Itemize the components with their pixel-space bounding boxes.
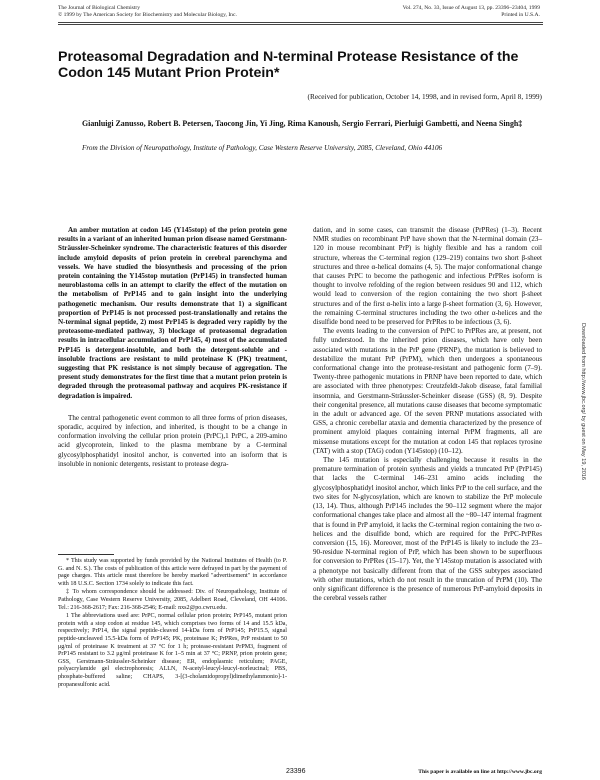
journal-name: The Journal of Biological Chemistry bbox=[58, 5, 141, 11]
footnote-rule bbox=[58, 554, 114, 555]
printed-line: Printed in U.S.A. bbox=[501, 12, 540, 18]
copyright-line: © 1999 by The American Society for Biochemistry and Molecular Biology, Inc. bbox=[58, 12, 237, 18]
article-title: Proteasomal Degradation and N-terminal Protease Resistance of the Codon 145 Mutant Prion Protein* bbox=[58, 49, 519, 81]
online-availability-note: This paper is available on line at http://www.jbc.org bbox=[418, 769, 542, 775]
header-rule-bottom bbox=[58, 24, 543, 25]
left-column bbox=[58, 226, 287, 469]
received-dates: (Received for publication, October 14, 1998, and in revised form, April 8, 1999) bbox=[307, 92, 542, 101]
intro-paragraph: The central pathogenetic event common to all three forms of prion diseases, sporadic, acquired by infection, and inherited, is thought to be a change in conformation involving the cellular prion protein (PrPC),1 PrPC, a 209-amino acid glycoprotein, linked to the plasma membrane by a C-terminal glycosylphosphatidyl inositol anchor, is converted into an isoform that is insoluble in nonionic detergents, resistant to protease degra- bbox=[58, 413, 287, 468]
footnotes bbox=[58, 558, 287, 690]
affiliation: From the Division of Neuropathology, Institute of Pathology, Case Western Reserve University, 2085, Cleveland, Ohio 44106 bbox=[82, 144, 443, 152]
journal-header-left bbox=[58, 5, 237, 19]
footnote-abbreviations: 1 The abbreviations used are: PrPC, normal cellular prion protein; PrP145, mutant prion protein with a stop codon at residue 145, which comprises two forms of 14 and 15.5 kDa, respectively; PrP14, the signal peptide-cleaved 14-kDa form of PrP145; PrP15.5, signal peptide-uncleaved 15.5-kDa form of PrP145; PK, proteinase K; PrPRes, PrP resistant to 50 μg/ml of proteinase K treatment at 37 °C for 1 h; protease-resistant PrPM3, fragment of PrP145 resistant to 3.2 μg/ml proteinase K for 1–5 min at 37 °C; PRNP, prion protein gene; GSS, Gerstmann-Sträussler-Scheinker disease; ER, endoplasmic reticulum; PAGE, polyacrylamide gel electrophoresis; ALLN, N-acetyl-leucyl-leucyl-norleucinal; PBS, phosphate-buffered saline; CHAPS, 3-[(3-cholamidopropyl)dimethylammonio]-1-propanesulfonic acid. bbox=[58, 613, 287, 688]
body-paragraph-2: The events leading to the conversion of PrPC to PrPRes are, at present, not fully understood. In the inherited prion diseases, which have only been associated with mutations in the PrP gene (PRNP), the mutation is believed to destabilize the mutant PrP (PrPM), which then undergoes a spontaneous conformational change into the protease-resistant and pathogenic form (7–9). Twenty-three pathogenic mutations in PRNP have been reported to date, which are associated with three phenotypes: Creutzfeldt-Jakob disease, fatal familial insomnia, and Gerstmann-Sträussler-Scheinker disease (GSS) (8, 9). Despite their congenital presence, all mutations cause diseases that become symptomatic in the adult or advanced age. Of the seven PRNP mutations associated with GSS, a chronic cerebellar ataxia and dementia characterized by the presence of prominent amyloid plaques containing internal PrPM fragments, all are missense mutations except for the mutation at codon 145 that replaces tyrosine (TAT) with a stop (TAG) codon (Y145stop) (10–12). bbox=[313, 327, 542, 455]
footnote-correspondence: ‡ To whom correspondence should be addressed: Div. of Neuropathology, Institute of Pathology, Case Western Reserve University, 2085, Adelbert Road, Cleveland, OH 44106. Tel.: 216-368-2617; Fax: 216-368-2546; E-mail: nxs2@po.cwru.edu. bbox=[58, 589, 287, 611]
download-watermark: Downloaded from http://www.jbc.org/ by guest on May 19, 2016 bbox=[580, 323, 586, 481]
header-rule-top bbox=[58, 22, 543, 23]
volume-issue: Vol. 274, No. 33, Issue of August 13, pp. 23396–23404, 1999 bbox=[402, 5, 540, 11]
body-paragraph-3: The 145 mutation is especially challenging because it results in the premature termination of protein synthesis and yields a truncated PrP (PrP145) that lacks the C-terminal 146–231 amino acids including the glycosylphosphatidyl inositol anchor, which links PrP to the cell surface, and the two sites for N-glycosylation, which are known to stabilize the PrP molecule (13, 14). Thus, although PrP145 includes the 90–112 segment where the major conformational changes take place and almost all the ~80–147 internal fragment that is found in PrP amyloid, it lacks the C-terminal region containing the two α-helices and the disulfide bond, which are required for the PrPC-PrPRes conversion (15, 16). Moreover, most of the PrP145 is likely to include the 23–90-residue N-terminal region of PrP, which has been shown to be superfluous for conversion to PrPRes (15–17). Yet, the Y145stop mutation is associated with a phenotype not basically different from that of the GSS subtypes associated with other mutations, which do not result in the truncation of PrPM (10). The only significant difference is the presence of numerous PrP-amyloid deposits in the cerebral vessels rather bbox=[313, 456, 542, 603]
page-number: 23396 bbox=[286, 768, 306, 775]
author-list: Gianluigi Zanusso, Robert B. Petersen, Taocong Jin, Yi Jing, Rima Kanoush, Sergio Ferrari, Pierluigi Gambetti, and Neena Singh‡ bbox=[82, 119, 523, 128]
abstract: An amber mutation at codon 145 (Y145stop) of the prion protein gene results in a variant of an inherited human prion disease named Gerstmann-Sträussler-Scheinker syndrome. The characteristic features of this disorder include amyloid deposits of prion protein in cerebral parenchyma and vessels. We have studied the biosynthesis and processing of the prion protein containing the Y145stop mutation (PrP145) in transfected human neuroblastoma cells in an attempt to clarify the effect of the mutation on the metabolism of PrP145 and to gain insight into the underlying pathogenetic mechanism. Our results demonstrate that 1) a significant proportion of PrP145 is not processed post-translationally and retains the N-terminal signal peptide, 2) most PrP145 is degraded very rapidly by the proteasome-mediated pathway, 3) blockage of proteasomal degradation results in intracellular accumulation of PrP145, 4) most of the accumulated PrP145 is detergent-insoluble, and both the detergent-soluble and -insoluble fractions are resistant to mild proteinase K (PK) treatment, suggesting that PK resistance is not simply because of aggregation. The present study demonstrates for the first time that a mutant prion protein is degraded through the proteasomal pathway and acquires PK-resistance if degradation is impaired. bbox=[58, 226, 287, 400]
body-paragraph-1: dation, and in some cases, can transmit the disease (PrPRes) (1–3). Recent NMR studies on recombinant PrP have shown that the N-terminal domain (23–120 in mouse recombinant PrP) is highly flexible and has a random coil structure, whereas the C-terminal region (129–219) contains two short β-sheet structures and three α-helical domains (4, 5). The major conformational change that causes PrPC to become the pathogenic and infectious PrPRes isoform is thought to involve refolding of the region between residues 90 and 112, which would lead to conversion of the region containing the two short β-sheet structures and of the first α-helix into a large β-sheet formation (3, 6). However, the remaining C-terminal structures including the two other α-helices and the disulfide bond need to be preserved for PrPRes to be infectious (3, 6). bbox=[313, 226, 542, 327]
footnote-funding: * This study was supported by funds provided by the National Institutes of Health (to P. G. and N. S.). The costs of publication of this article were defrayed in part by the payment of page charges. This article must therefore be hereby marked "advertisement" in accordance with 18 U.S.C. Section 1734 solely to indicate this fact. bbox=[58, 558, 287, 587]
journal-header-right bbox=[403, 5, 540, 19]
right-column bbox=[313, 226, 542, 603]
